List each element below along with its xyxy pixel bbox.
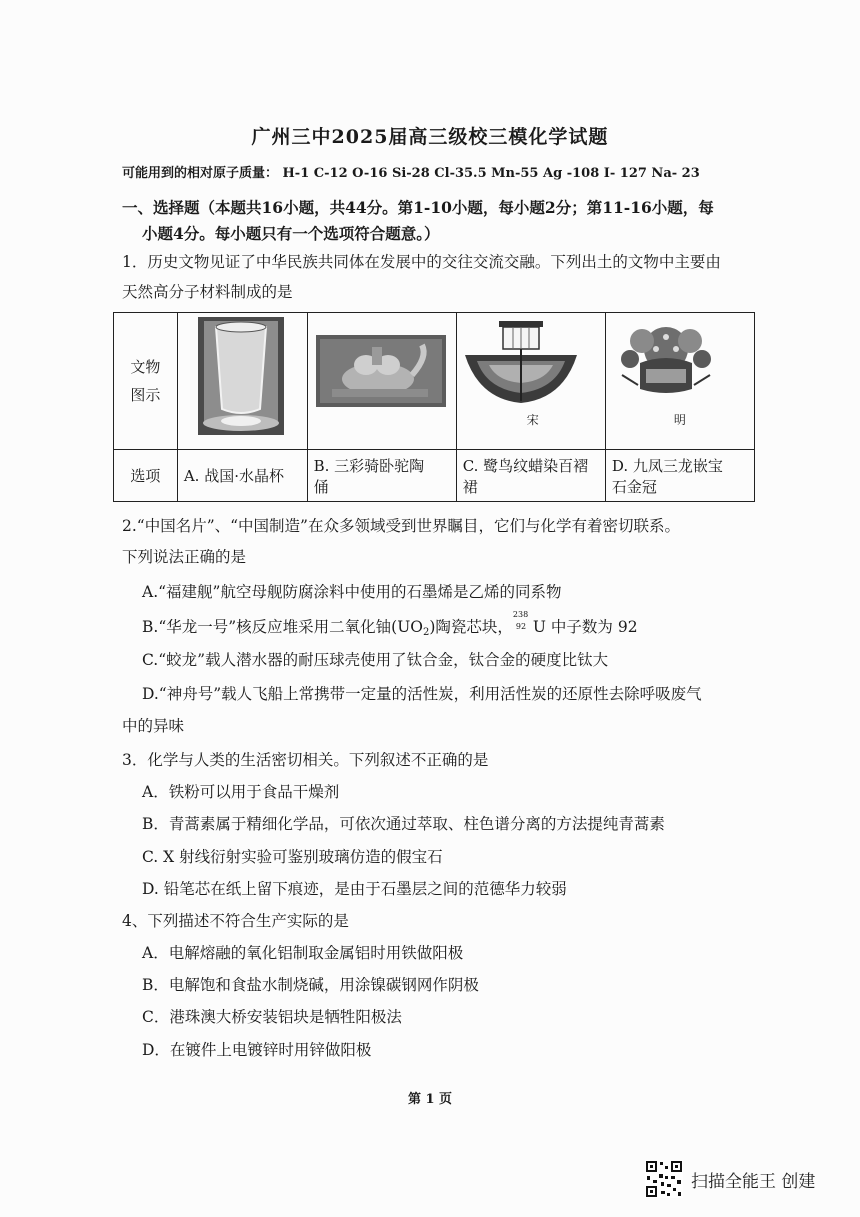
- row-label-images: [114, 313, 178, 450]
- q3-option-b: B．青蒿素属于精细化学品，可依次通过萃取、柱色谱分离的方法提纯青蒿素: [142, 815, 665, 833]
- q2-option-b: [142, 610, 638, 638]
- section-heading-line1: 一、选择题（本题共16小题，共44分。第1-10小题，每小题2分；第11-16小题，每: [122, 198, 714, 217]
- option-c-cell: [456, 450, 605, 502]
- q4-option-a: A．电解熔融的氧化铝制取金属铝时用铁做阳极: [142, 944, 464, 962]
- watermark-text: 扫描全能王 创建: [691, 1171, 816, 1192]
- page-title: 广州三中2025届高三级校三模化学试题: [251, 126, 609, 148]
- q3-option-a: A．铁粉可以用于食品干燥剂: [142, 783, 340, 801]
- crystal-cup-image: [198, 317, 284, 435]
- q4-option-d: D．在镀件上电镀锌时用锌做阳极: [142, 1041, 372, 1059]
- option-c-line1: C. 鹭鸟纹蜡染百褶: [462, 456, 589, 475]
- q2-option-b-post: U 中子数为 92: [532, 618, 638, 636]
- option-a-text: A. 战国·水晶杯: [183, 467, 284, 485]
- q2-option-d-line1: D.“神舟号”载人飞船上常携带一定量的活性炭，利用活性炭的还原性去除呼吸废气: [142, 685, 702, 703]
- scanner-watermark: [645, 1160, 815, 1198]
- qr-code-icon: [645, 1160, 683, 1198]
- relic-image-a-cell: [177, 313, 307, 450]
- page-number: 第 1 页: [407, 1092, 453, 1107]
- option-d-line2: 石金冠: [611, 477, 657, 496]
- q2-option-b-mid: )陶瓷芯块，: [429, 618, 513, 636]
- camel-figurine-image: [316, 335, 446, 407]
- phoenix-crown-image: [616, 319, 716, 411]
- option-b-line2: 俑: [313, 477, 329, 496]
- q2-option-b-pre: B.“华龙一号”核反应堆采用二氧化铀(UO: [142, 618, 423, 636]
- pleated-skirt-image: [463, 321, 579, 409]
- option-b-cell: [307, 450, 456, 502]
- q2-stem-line2: 下列说法正确的是: [122, 548, 247, 566]
- q2-stem-line1: 2.“中国名片”、“中国制造”在众多领域受到世界瞩目，它们与化学有着密切联系。: [122, 517, 680, 535]
- atomic-number: 92: [515, 622, 527, 631]
- relic-image-b-cell: [307, 313, 456, 450]
- atomic-masses: 可能用到的相对原子质量： H-1 C-12 O-16 Si-28 Cl-35.5 Mn-55 Ag -108 I- 127 Na- 23: [122, 166, 700, 181]
- relics-option-row: [114, 450, 755, 502]
- option-c-line2: 裙: [462, 477, 478, 496]
- q4-stem: 4、下列描述不符合生产实际的是: [122, 912, 349, 930]
- mass-number: 238: [512, 610, 529, 619]
- relic-image-c-cell: [456, 313, 605, 450]
- q4-option-b: B．电解饱和食盐水制烧碱，用涂镍碳钢网作阴极: [142, 976, 479, 994]
- relic-d-caption: 明: [673, 413, 686, 427]
- q1-stem-line1: 1．历史文物见证了中华民族共同体在发展中的交往交流交融。下列出土的文物中主要由: [122, 253, 721, 271]
- row-label-line1: 文物: [130, 358, 161, 376]
- q2-option-a: A.“福建舰”航空母舰防腐涂料中使用的石墨烯是乙烯的同系物: [142, 583, 562, 601]
- option-b-line1: B. 三彩骑卧驼陶: [313, 456, 425, 475]
- q4-option-c: C．港珠澳大桥安装铝块是牺牲阳极法: [142, 1008, 402, 1026]
- q2-option-b-subscript: 2: [422, 627, 430, 638]
- option-d-cell: [605, 450, 754, 502]
- q3-stem: 3．化学与人类的生活密切相关。下列叙述不正确的是: [122, 751, 489, 769]
- q3-option-c: C. X 射线衍射实验可鉴别玻璃仿造的假宝石: [142, 848, 443, 866]
- relic-image-d-cell: [605, 313, 754, 450]
- relics-image-row: [114, 313, 755, 450]
- q2-option-c: C.“蛟龙”载人潜水器的耐压球壳使用了钛合金，钛合金的硬度比钛大: [142, 651, 609, 669]
- q1-stem-line2: 天然高分子材料制成的是: [122, 283, 293, 301]
- option-a-cell: [177, 450, 307, 502]
- row-label-options: 选项: [114, 450, 178, 502]
- q2-option-d-line2: 中的异味: [122, 717, 185, 735]
- row-label-line2: 图示: [130, 386, 161, 404]
- section-heading-line2: 小题4分。每小题只有一个选项符合题意。）: [142, 224, 440, 243]
- uranium-isotope-notation: [512, 610, 533, 632]
- q3-option-d: D. 铅笔芯在纸上留下痕迹，是由于石墨层之间的范德华力较弱: [142, 880, 567, 898]
- relics-table: [113, 312, 755, 502]
- relic-c-caption: 宋: [526, 413, 539, 427]
- option-d-line1: D. 九凤三龙嵌宝: [611, 456, 723, 475]
